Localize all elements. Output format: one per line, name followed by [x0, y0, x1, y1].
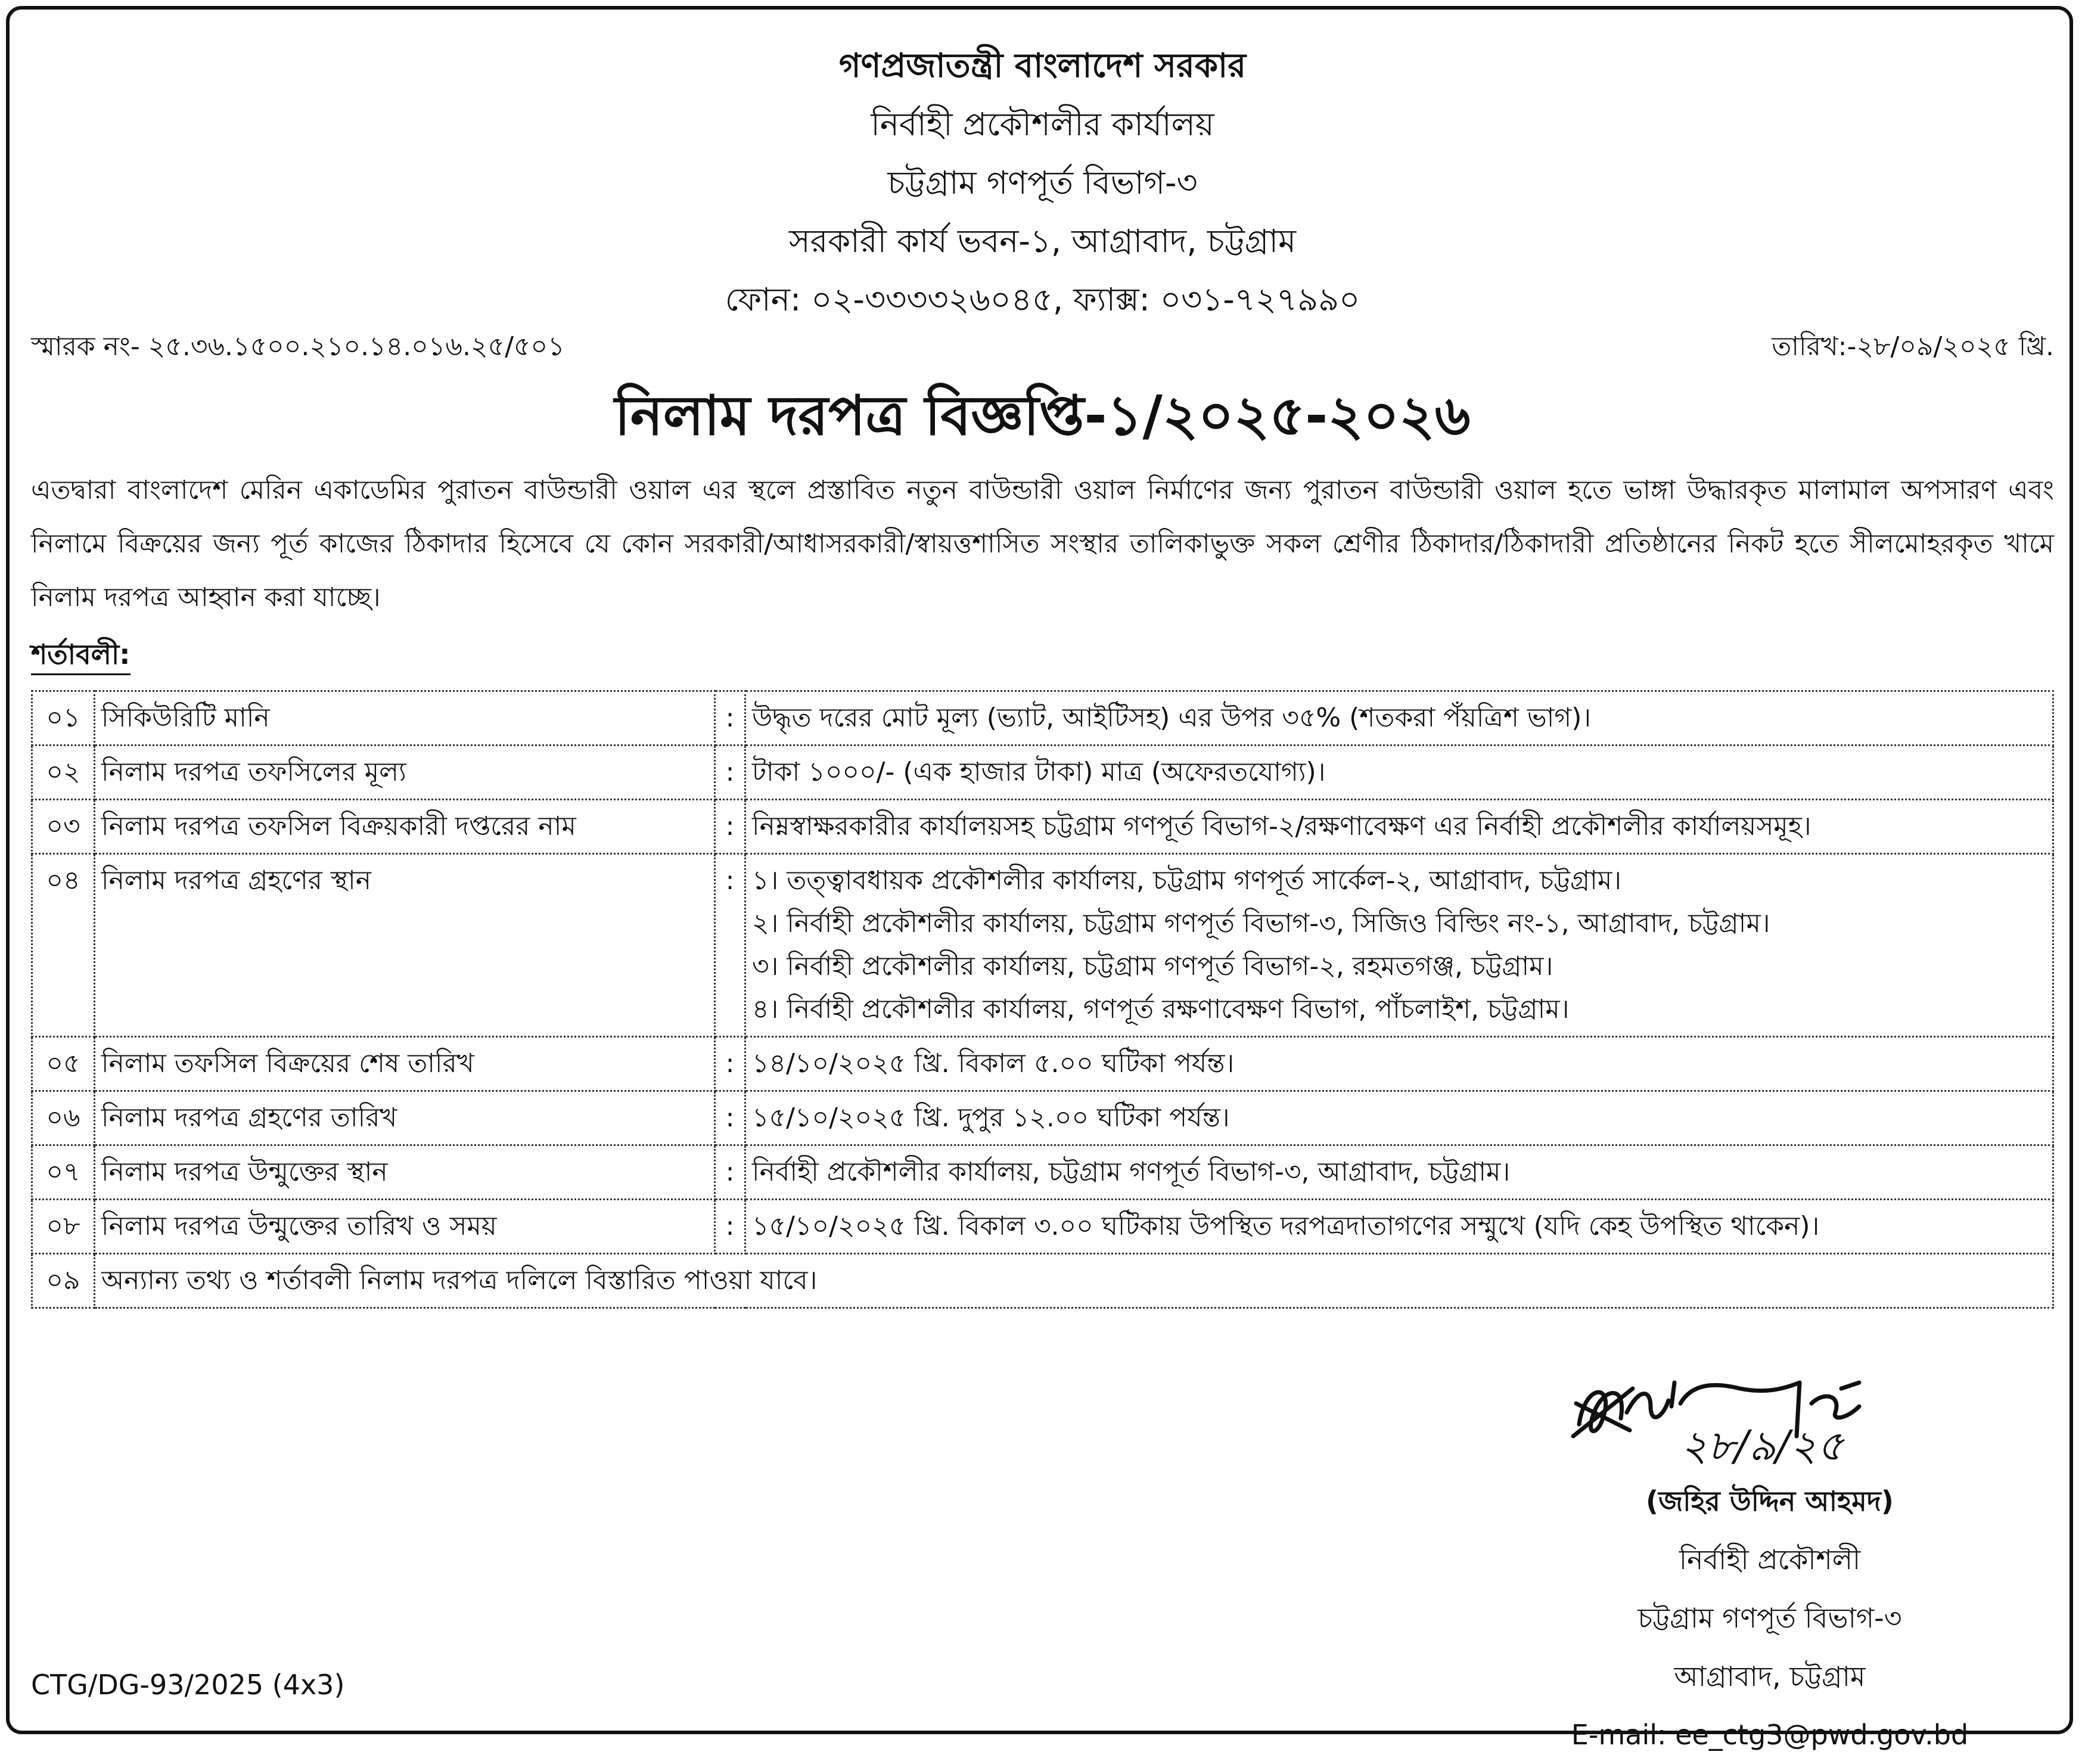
term-colon: :	[715, 1037, 745, 1091]
memo-row	[31, 327, 2054, 368]
division-name: চট্টগ্রাম গণপূর্ত বিভাগ-৩	[887, 164, 1198, 201]
signatory-office: চট্টগ্রাম গণপূর্ত বিভাগ-৩	[1637, 1602, 1902, 1634]
term-value: উদ্ধৃত দরের মোট মূল্য (ভ্যাট, আইটিসহ) এর উপর ৩৫% (শতকরা পঁয়ত্রিশ ভাগ)।	[745, 691, 2053, 746]
office-address: সরকারী কার্য ভবন-১, আগ্রাবাদ, চট্টগ্রাম	[788, 222, 1297, 260]
list-item: ২। নির্বাহী প্রকৌশলীর কার্যালয়, চট্টগ্রাম গণপূর্ত বিভাগ-৩, সিজিও বিল্ডিং নং-১, আগ্রাবাদ, চট্টগ্রাম।	[752, 908, 1770, 939]
term-number: ০৩	[32, 800, 95, 854]
list-item: ৩। নির্বাহী প্রকৌশলীর কার্যালয়, চট্টগ্রাম গণপূর্ত বিভাগ-২, রহমতগঞ্জ, চট্টগ্রাম।	[752, 951, 1553, 982]
term-colon: :	[715, 1200, 745, 1254]
term-value: ১৪/১০/২০২৫ খ্রি. বিকাল ৫.০০ ঘটিকা পর্যন্ত।	[745, 1037, 2053, 1091]
term-colon: :	[715, 854, 745, 1037]
government-name: গণপ্রজাতন্ত্রী বাংলাদেশ সরকার	[838, 46, 1247, 85]
table-row	[32, 1091, 2053, 1145]
term-number: ০৬	[32, 1091, 95, 1145]
notice-title: নিলাম দরপত্র বিজ্ঞপ্তি-১/২০২৫-২০২৬	[614, 384, 1471, 448]
term-value: ১৫/১০/২০২৫ খ্রি. বিকাল ৩.০০ ঘটিকায় উপস্থিত দরপত্রদাতাগণের সম্মুখে (যদি কেহ উপস্থিত থাকেন)।	[745, 1200, 2053, 1254]
list-item: ৪। নির্বাহী প্রকৌশলীর কার্যালয়, গণপূর্ত রক্ষণাবেক্ষণ বিভাগ, পাঁচলাইশ, চট্টগ্রাম।	[752, 994, 1570, 1024]
contact-numbers: ফোন: ০২-৩৩৩৩২৬০৪৫, ফ্যাক্স: ০৩১-৭২৭৯৯০	[725, 281, 1360, 318]
term-value: নিম্নস্বাক্ষরকারীর কার্যালয়সহ চট্টগ্রাম গণপূর্ত বিভাগ-২/রক্ষণাবেক্ষণ এর নির্বাহী প্রকৌশলীর কার্যালয়সমূহ।	[745, 800, 2053, 854]
term-number: ০৪	[32, 854, 95, 1037]
table-row	[32, 691, 2053, 746]
signatory-name: (জহির উদ্দিন আহমদ)	[1646, 1485, 1894, 1517]
term-colon: :	[715, 1091, 745, 1145]
term-label: নিলাম তফসিল বিক্রয়ের শেষ তারিখ	[95, 1037, 715, 1091]
term-colon: :	[715, 746, 745, 800]
list-item: ১। তত্ত্বাবধায়ক প্রকৌশলীর কার্যালয়, চট্টগ্রাম গণপূর্ত সার্কেল-২, আগ্রাবাদ, চট্টগ্রাম।	[752, 865, 1621, 896]
terms-heading: শর্তাবলী:	[31, 635, 130, 675]
office-name: নির্বাহী প্রকৌশলীর কার্যালয়	[871, 105, 1214, 143]
table-row	[32, 1037, 2053, 1091]
handwritten-signature	[1561, 1347, 1871, 1466]
term-number: ০৫	[32, 1037, 95, 1091]
term-label: নিলাম দরপত্র গ্রহণের তারিখ	[95, 1091, 715, 1145]
term-label: নিলাম দরপত্র উন্মুক্তের স্থান	[95, 1145, 715, 1200]
term-value: নির্বাহী প্রকৌশলীর কার্যালয়, চট্টগ্রাম গণপূর্ত বিভাগ-৩, আগ্রাবাদ, চট্টগ্রাম।	[745, 1145, 2053, 1200]
term-label: নিলাম দরপত্র তফসিলের মূল্য	[95, 746, 715, 800]
term-label: অন্যান্য তথ্য ও শর্তাবলী নিলাম দরপত্র দলিলে বিস্তারিত পাওয়া যাবে।	[95, 1254, 2053, 1308]
signature-date: ২৮/৯/২৫	[1680, 1421, 1844, 1466]
term-label: নিলাম দরপত্র উন্মুক্তের তারিখ ও সময়	[95, 1200, 715, 1254]
term-number: ০৮	[32, 1200, 95, 1254]
term-label: সিকিউরিটি মানি	[95, 691, 715, 746]
term-label: নিলাম দরপত্র গ্রহণের স্থান	[95, 854, 715, 1037]
table-row	[32, 1254, 2053, 1308]
table-row	[32, 1200, 2053, 1254]
signatory-designation: নির্বাহী প্রকৌশলী	[1679, 1544, 1861, 1576]
table-row	[32, 746, 2053, 800]
term-value-list	[745, 854, 2053, 1037]
term-value: ১৫/১০/২০২৫ খ্রি. দুপুর ১২.০০ ঘটিকা পর্যন্ত।	[745, 1091, 2053, 1145]
term-label: নিলাম দরপত্র তফসিল বিক্রয়কারী দপ্তরের নাম	[95, 800, 715, 854]
term-number: ০৭	[32, 1145, 95, 1200]
term-colon: :	[715, 800, 745, 854]
term-number: ০২	[32, 746, 95, 800]
term-colon: :	[715, 1145, 745, 1200]
table-row	[32, 854, 2053, 1037]
table-row	[32, 1145, 2053, 1200]
term-colon: :	[715, 691, 745, 746]
footer-code: CTG/DG-93/2025 (4x3)	[31, 1669, 345, 1701]
terms-table	[31, 690, 2054, 1309]
memo-number: স্মারক নং- ২৫.৩৬.১৫০০.২১০.১৪.০১৬.২৫/৫০১	[31, 331, 565, 362]
term-number: ০১	[32, 691, 95, 746]
term-value: টাকা ১০০০/- (এক হাজার টাকা) মাত্র (অফেরতযোগ্য)।	[745, 746, 2053, 800]
signature-block	[1448, 1472, 2085, 1764]
signatory-email: E-mail: ee_ctg3@pwd.gov.bd	[1571, 1719, 1969, 1751]
intro-paragraph: এতদ্বারা বাংলাদেশ মেরিন একাডেমির পুরাতন বাউন্ডারী ওয়াল এর স্থলে প্রস্তাবিত নতুন বাউন্ডারী ওয়াল নির্মাণের জন্য পুরাতন বাউন্ডারী ওয়াল হতে ভাঙ্গা উদ্ধারকৃত মালামাল অপসারণ এবং নিলামে বিক্রয়ের জন্য পূর্ত কাজের ঠিকাদার হিসেবে যে কোন সরকারী/আধাসরকারী/স্বায়ত্তশাসিত সংস্থার তালিকাভুক্ত সকল শ্রেণীর ঠিকাদার/ঠিকাদারী প্রতিষ্ঠানের নিকট হতে সীলমোহরকৃত খামে নিলাম দরপত্র আহ্বান করা যাচ্ছে।	[31, 475, 2055, 613]
office-header	[0, 37, 2085, 329]
term-number: ০৯	[32, 1254, 95, 1308]
signatory-location: আগ্রাবাদ, চট্টগ্রাম	[1674, 1660, 1866, 1692]
memo-date: তারিখ:-২৮/০৯/২০২৫ খ্রি.	[1772, 331, 2054, 362]
table-row	[32, 800, 2053, 854]
